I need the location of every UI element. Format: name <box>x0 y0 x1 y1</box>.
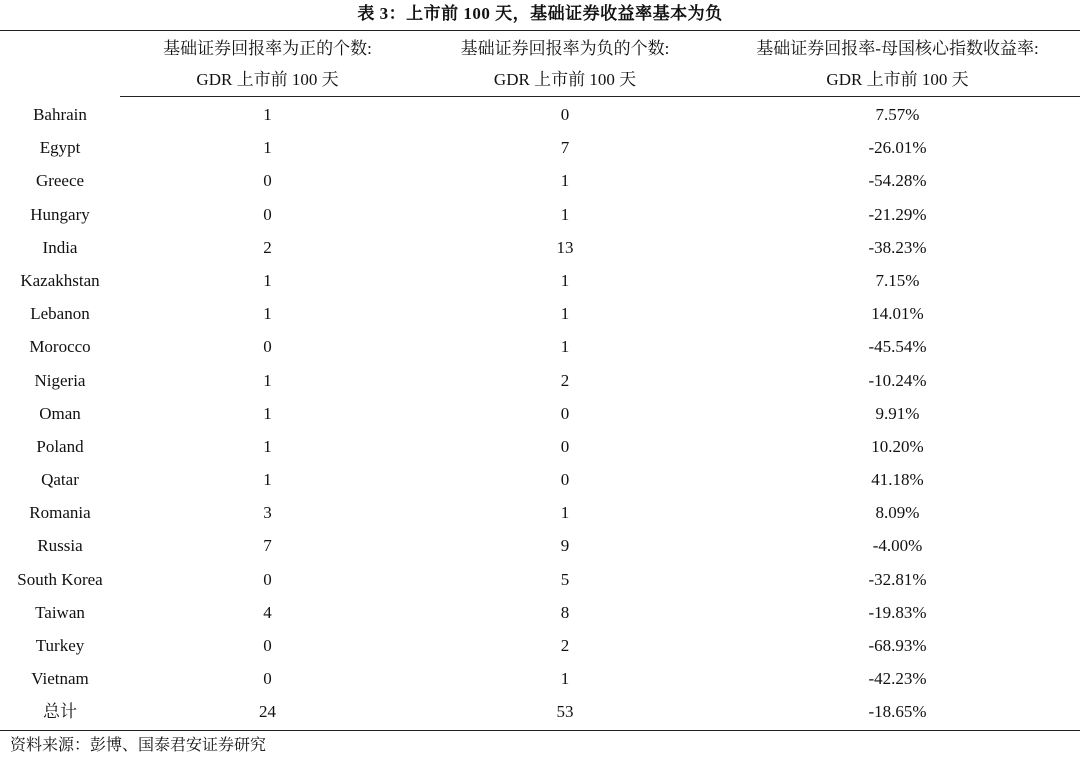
negative-count-cell: 0 <box>560 403 570 423</box>
country-cell: Kazakhstan <box>20 270 100 290</box>
table-row <box>0 198 1080 231</box>
positive-count-cell: 0 <box>263 171 272 191</box>
country-cell: Russia <box>37 536 83 556</box>
excess-return-cell: -54.28% <box>868 171 927 191</box>
negative-count-cell: 0 <box>560 105 570 124</box>
country-cell: Egypt <box>39 138 81 158</box>
positive-count-cell: 3 <box>263 503 272 523</box>
country-cell: Hungary <box>30 204 90 224</box>
excess-return-cell: -38.23% <box>868 237 927 257</box>
country-cell: Vietnam <box>31 669 89 689</box>
excess-return-cell: -19.83% <box>868 602 927 622</box>
excess-return-cell: -32.81% <box>868 569 927 589</box>
positive-count-cell: 4 <box>263 602 272 622</box>
country-cell: Turkey <box>35 636 85 655</box>
excess-return-cell: -42.23% <box>868 669 927 689</box>
source-note: 资料来源：彭博、国泰君安证券研究 <box>10 737 267 754</box>
header-positive-count <box>120 33 415 95</box>
header-excess-line-2: GDR 上市前 100 天 <box>826 70 969 89</box>
table-row <box>0 430 1080 463</box>
country-cell: Oman <box>39 403 81 423</box>
table-row <box>0 496 1080 529</box>
negative-count-cell: 8 <box>560 602 570 622</box>
excess-return-cell: 10.20% <box>871 436 924 456</box>
bottom-rule <box>0 730 1080 731</box>
excess-return-cell: -68.93% <box>868 636 927 655</box>
negative-count-cell: 1 <box>560 669 570 689</box>
header-positive-line-1: 基础证券回报率为正的个数: <box>163 39 372 58</box>
excess-return-cell: -26.01% <box>868 138 927 158</box>
country-cell: India <box>42 237 78 257</box>
excess-return-cell: -10.24% <box>868 370 927 390</box>
excess-return-cell: 8.09% <box>875 503 920 523</box>
header-excess-return <box>715 33 1080 95</box>
positive-count-cell: 2 <box>263 237 272 257</box>
positive-count-cell: 1 <box>263 105 272 124</box>
table-row <box>0 330 1080 363</box>
positive-count-cell: 0 <box>263 569 272 589</box>
negative-count-cell: 0 <box>560 436 570 456</box>
excess-return-cell: 7.57% <box>875 105 920 124</box>
country-cell: Morocco <box>29 337 91 357</box>
negative-count-cell: 1 <box>560 171 570 191</box>
positive-count-cell: 1 <box>263 403 272 423</box>
negative-count-cell: 1 <box>560 337 570 357</box>
excess-return-cell: -4.00% <box>872 536 923 556</box>
country-cell: Romania <box>29 503 91 523</box>
table-row <box>0 397 1080 430</box>
negative-count-cell: 0 <box>560 470 570 490</box>
negative-count-cell: 13 <box>556 237 574 257</box>
excess-return-cell: -45.54% <box>868 337 927 357</box>
country-cell: Qatar <box>41 470 79 490</box>
table-row <box>0 264 1080 297</box>
country-cell: Taiwan <box>35 602 85 622</box>
table-row <box>0 364 1080 397</box>
negative-count-cell: 1 <box>560 270 570 290</box>
positive-count-cell: 0 <box>263 337 272 357</box>
table-row <box>0 98 1080 131</box>
table-row <box>0 596 1080 629</box>
negative-count-cell: 2 <box>560 636 570 655</box>
table-body <box>0 98 1080 729</box>
positive-count-cell: 1 <box>263 470 272 490</box>
positive-count-cell: 0 <box>263 204 272 224</box>
header-negative-line-2: GDR 上市前 100 天 <box>493 70 637 89</box>
positive-count-cell: 0 <box>263 669 272 689</box>
table-row <box>0 131 1080 164</box>
table-title: 表 3：上市前 100 天，基础证券收益率基本为负 <box>357 4 723 23</box>
country-cell: South Korea <box>17 569 103 589</box>
country-cell: Poland <box>36 436 84 456</box>
top-rule <box>0 30 1080 31</box>
header-excess-line-1: 基础证券回报率-母国核心指数收益率: <box>756 39 1039 58</box>
positive-count-cell: 1 <box>263 304 272 324</box>
negative-count-cell: 9 <box>560 536 570 556</box>
negative-count-cell: 2 <box>560 370 570 390</box>
table-row <box>0 662 1080 695</box>
positive-count-cell: 24 <box>259 702 276 722</box>
negative-count-cell: 1 <box>560 304 570 324</box>
excess-return-cell: -18.65% <box>868 702 927 722</box>
table-row <box>0 529 1080 562</box>
header-negative-count <box>420 33 710 95</box>
negative-count-cell: 5 <box>560 569 570 589</box>
positive-count-cell: 7 <box>263 536 272 556</box>
header-positive-line-2: GDR 上市前 100 天 <box>196 70 339 89</box>
table-row <box>0 164 1080 197</box>
positive-count-cell: 0 <box>263 636 272 655</box>
positive-count-cell: 1 <box>263 436 272 456</box>
table-row <box>0 629 1080 662</box>
negative-count-cell: 53 <box>556 702 574 722</box>
country-cell: Lebanon <box>30 304 90 324</box>
positive-count-cell: 1 <box>263 370 272 390</box>
table-row <box>0 463 1080 496</box>
excess-return-cell: 14.01% <box>871 304 924 324</box>
table-row <box>0 231 1080 264</box>
country-cell: Bahrain <box>33 105 87 124</box>
excess-return-cell: 7.15% <box>875 270 920 290</box>
excess-return-cell: -21.29% <box>868 204 927 224</box>
table-row <box>0 563 1080 596</box>
total-row <box>0 695 1080 728</box>
positive-count-cell: 1 <box>263 138 272 158</box>
negative-count-cell: 1 <box>560 503 570 523</box>
country-cell: Nigeria <box>34 370 86 390</box>
header-rule <box>120 96 1080 97</box>
excess-return-cell: 41.18% <box>871 470 924 490</box>
positive-count-cell: 1 <box>263 270 272 290</box>
header-negative-line-1: 基础证券回报率为负的个数: <box>460 39 670 58</box>
excess-return-cell: 9.91% <box>875 403 920 423</box>
negative-count-cell: 1 <box>560 204 570 224</box>
country-cell: 总计 <box>43 702 77 722</box>
country-cell: Greece <box>35 171 85 191</box>
negative-count-cell: 7 <box>560 138 570 158</box>
table-row <box>0 297 1080 330</box>
